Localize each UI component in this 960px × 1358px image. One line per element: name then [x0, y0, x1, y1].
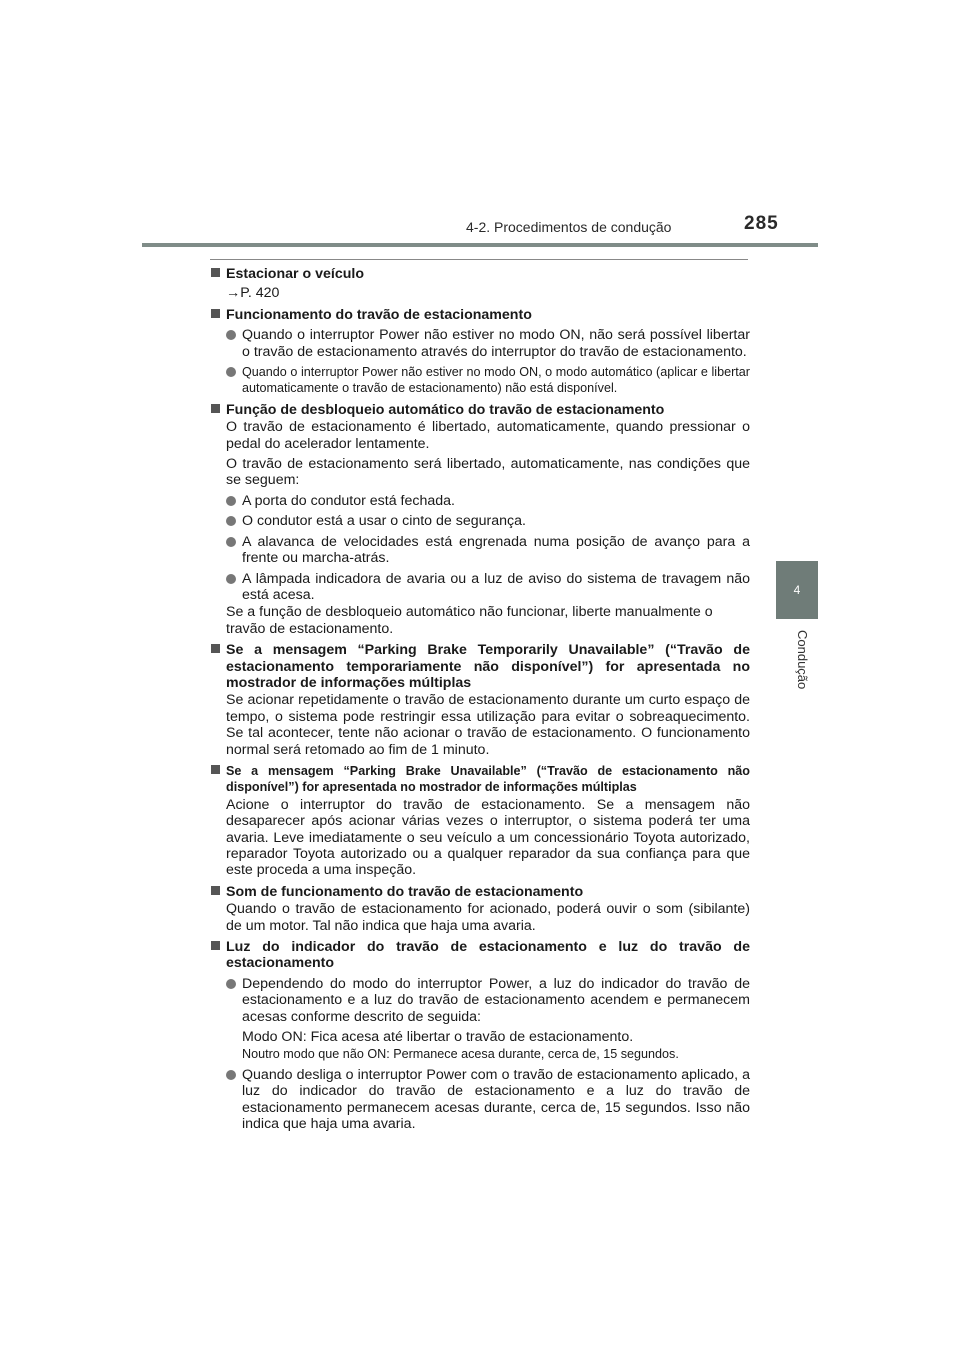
- page-content: [210, 266, 750, 1133]
- list-item: Quando desliga o interruptor Power com o travão de estacionamento aplicado, a luz do indicador do travão de estacionamento e a luz do travão de estacionamento permanecem acesas durante, cerca de, 15 segundos. Isso não indica que haja uma avaria.: [210, 1067, 750, 1133]
- chapter-label: Condução: [795, 630, 810, 690]
- chapter-number: 4: [793, 583, 801, 597]
- circle-bullet-icon: [226, 330, 236, 340]
- section-heading: Luz do indicador do travão de estacionamento e luz do travão de estacionamento: [210, 939, 750, 972]
- circle-bullet-icon: [226, 537, 236, 547]
- section-heading: Funcionamento do travão de estacionamento: [210, 307, 750, 323]
- section-heading: Função de desbloqueio automático do travão de estacionamento: [210, 402, 750, 418]
- square-bullet-icon: [211, 765, 220, 774]
- paragraph: Quando o travão de estacionamento for acionado, poderá ouvir o som (sibilante) de um motor. Tal não indica que haja uma avaria.: [226, 901, 750, 934]
- list-item: A lâmpada indicadora de avaria ou a luz de aviso do sistema de travagem não está acesa.: [210, 571, 750, 604]
- paragraph: Modo ON: Fica acesa até libertar o travão de estacionamento.: [242, 1029, 634, 1046]
- circle-bullet-icon: [226, 979, 236, 989]
- section-heading: Som de funcionamento do travão de estacionamento: [210, 884, 750, 900]
- circle-bullet-icon: [226, 1070, 236, 1080]
- square-bullet-icon: [211, 309, 220, 318]
- square-bullet-icon: [211, 644, 220, 653]
- chapter-tab: [776, 561, 818, 619]
- list-item: O condutor está a usar o cinto de segurança.: [210, 513, 750, 529]
- section-heading: Se a mensagem “Parking Brake Unavailable” (“Travão de estacionamento não disponível”) for apresentada no mostrador de informações múltiplas: [210, 763, 750, 796]
- header-rule: [142, 243, 818, 247]
- list-item: A alavanca de velocidades está engrenada numa posição de avanço para a frente ou marcha-atrás.: [210, 534, 750, 567]
- section-title: 4-2. Procedimentos de condução: [466, 219, 672, 235]
- paragraph: Se acionar repetidamente o travão de estacionamento durante um curto espaço de tempo, o sistema pode restringir essa utilização para evitar o sobreaquecimento. Se tal acontecer, tente não acionar o travão de estacionamento. O funcionamento normal será retomado ao fim de 1 minuto.: [226, 692, 750, 758]
- paragraph: Acione o interruptor do travão de estacionamento. Se a mensagem não desaparecer após acionar várias vezes o interruptor, o sistema poderá ter uma avaria. Leve imediatamente o seu veículo a um concessionário Toyota autorizado, reparador Toyota autorizado ou a qualquer reparador da sua confiança para que este proceda a uma inspeção.: [226, 796, 750, 879]
- content-rule: [210, 259, 748, 260]
- paragraph: O travão de estacionamento é libertado, automaticamente, quando pressionar o pedal do acelerador lentamente.: [226, 419, 750, 452]
- page-reference: →P. 420: [226, 285, 280, 302]
- list-item: Quando o interruptor Power não estiver no modo ON, o modo automático (aplicar e libertar automaticamente o travão de estacionamento) não está disponível.: [210, 364, 750, 397]
- square-bullet-icon: [211, 268, 220, 277]
- section-heading: Se a mensagem “Parking Brake Temporarily Unavailable” (“Travão de estacionamento temporariamente não disponível”) for apresentada no mostrador de informações múltiplas: [210, 642, 750, 691]
- circle-bullet-icon: [226, 516, 236, 526]
- paragraph: Noutro modo que não ON: Permanece acesa durante, cerca de, 15 segundos.: [242, 1047, 679, 1062]
- circle-bullet-icon: [226, 496, 236, 506]
- circle-bullet-icon: [226, 574, 236, 584]
- list-item: Quando o interruptor Power não estiver no modo ON, não será possível libertar o travão de estacionamento através do interruptor do travão de estacionamento.: [210, 327, 750, 360]
- circle-bullet-icon: [226, 367, 236, 377]
- list-item: Dependendo do modo do interruptor Power, a luz do indicador do travão de estacionamento e a luz do travão de estacionamento acendem e permanecem acesas conforme descrito de seguida:: [210, 976, 750, 1025]
- section-heading: Estacionar o veículo: [210, 266, 750, 282]
- list-item: A porta do condutor está fechada.: [210, 493, 750, 509]
- square-bullet-icon: [211, 886, 220, 895]
- square-bullet-icon: [211, 404, 220, 413]
- square-bullet-icon: [211, 941, 220, 950]
- paragraph: Se a função de desbloqueio automático não funcionar, liberte manualmente o travão de estacionamento.: [226, 604, 713, 637]
- paragraph: O travão de estacionamento será libertado, automaticamente, nas condições que se seguem:: [226, 456, 750, 489]
- page-number: 285: [744, 213, 779, 234]
